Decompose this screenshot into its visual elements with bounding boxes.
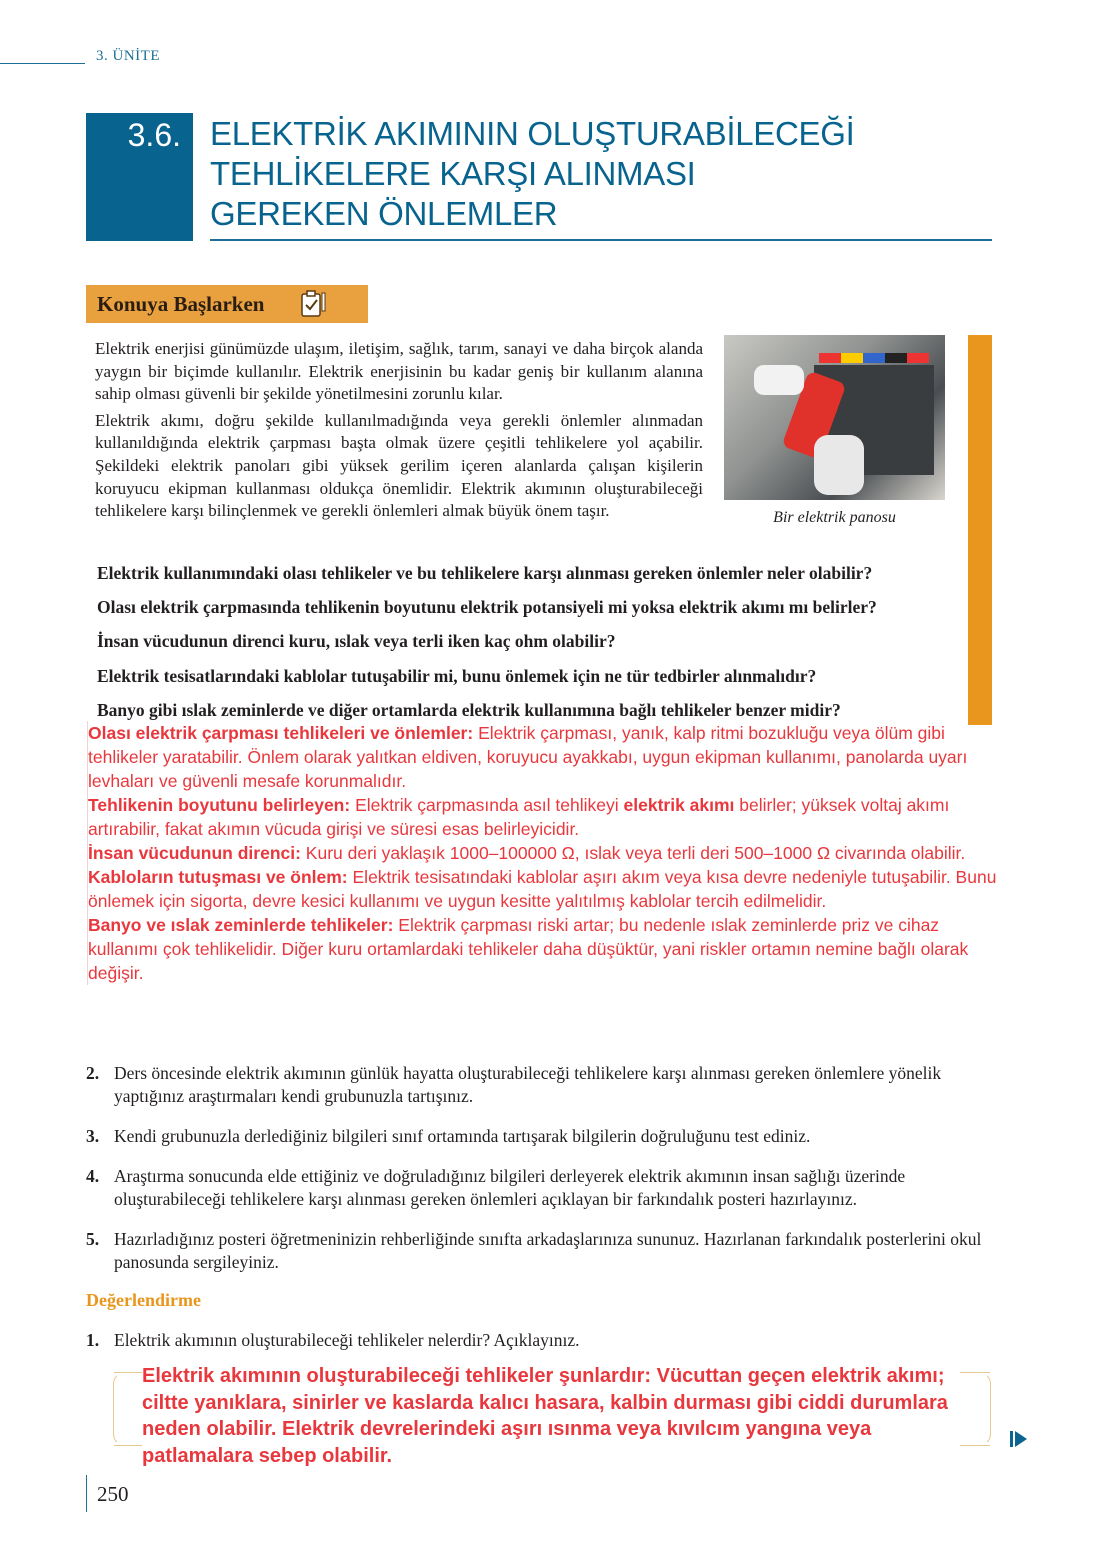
question-number: 1.	[86, 1330, 100, 1350]
answer-text: Elektrik çarpması, yanık, kalp ritmi bozukluğu veya ölüm gibi tehlikeler yaratabilir. Önlem olarak yalıtkan eldiven, koruyucu ayakkabı, uygun ekipman kullanımı, panolarda uyarı levhaları ve güvenli mesafe korunmalıdır.	[88, 723, 968, 791]
section-title	[210, 114, 854, 234]
answers-block	[87, 721, 1007, 985]
evaluation-heading: Değerlendirme	[86, 1290, 201, 1310]
step-number: 2.	[86, 1063, 100, 1083]
page-number: 250	[97, 1482, 129, 1506]
title-line: ELEKTRİK AKIMININ OLUŞTURABİLECEĞİ	[210, 115, 855, 152]
title-line: TEHLİKELERE KARŞI ALINMASI	[210, 155, 696, 192]
intro-heading	[86, 285, 368, 323]
unit-label: 3. ÜNİTE	[96, 48, 160, 64]
question: Olası elektrik çarpmasında tehlikenin boyutunu elektrik potansiyeli mi yoksa elektrik akımı mı belirler?	[97, 597, 877, 617]
answer-item	[88, 865, 1007, 913]
paragraph: Elektrik enerjisi günümüzde ulaşım, iletişim, sağlık, tarım, sanayi ve daha birçok alanda yaygın bir biçimde kullanılır. Elektrik enerjisinin bu kadar geniş bir kullanım alanına sahip olması güvenli bir şekilde yönetilmesini zorunlu kılar.	[95, 339, 703, 404]
step-number: 4.	[86, 1166, 100, 1186]
answer-label: Tehlikenin boyutunu belirleyen:	[88, 795, 351, 815]
intro-text	[95, 338, 703, 527]
answer-item	[88, 913, 1007, 985]
answer-text: Elektrik çarpması riski artar; bu nedenle ıslak zeminlerde priz ve cihaz kullanımı çok tehlikelidir. Diğer kuru ortamlardaki tehlikeler daha düşüktür, yani riskler ortamın nemine bağlı olarak değişir.	[88, 915, 969, 983]
question: Banyo gibi ıslak zeminlerde ve diğer ortamlarda elektrik kullanımına bağlı tehlikeler benzer midir?	[97, 700, 841, 720]
image-caption: Bir elektrik panosu	[773, 509, 896, 526]
question: Elektrik tesisatlarındaki kablolar tutuşabilir mi, bunu önlemek için ne tür tedbirler alınmalıdır?	[97, 666, 817, 686]
accent-bar	[968, 335, 992, 725]
step-number: 3.	[86, 1126, 100, 1146]
step-text: Kendi grubunuzla derlediğiniz bilgileri sınıf ortamında tartışarak bilgilerin doğruluğunu test ediniz.	[114, 1126, 811, 1146]
answer-item	[88, 721, 1007, 793]
paragraph: Elektrik akımı, doğru şekilde kullanılmadığında veya gerekli önlemler alınmadan kullanıldığında elektrik çarpması başta olmak üzere çeşitli tehlikelere yol açabilir. Şekildeki elektrik panoları gibi yüksek gerilim içeren alanlarda çalışan kişilerin koruyucu ekipman kullanması oldukça önemlidir. Elektrik akımının oluşturabileceği tehlikelere karşı bilinçlenmek ve gerekli önlemleri almak büyük önem taşır.	[95, 410, 703, 521]
answer-item	[88, 841, 1007, 865]
evaluation-question	[86, 1330, 580, 1351]
answer-emphasis: elektrik akımı	[623, 795, 735, 815]
title-underline	[210, 239, 992, 241]
title-line: GEREKEN ÖNLEMLER	[210, 195, 558, 232]
clipboard-check-icon	[298, 289, 328, 319]
answer-label: İnsan vücudunun direnci:	[88, 843, 301, 863]
evaluation-answer: Elektrik akımının oluşturabileceği tehlikeler şunlardır: Vücuttan geçen elektrik akımı; ciltte yanıklara, sinirler ve kaslarda kalıcı hasara, kalbin durması gibi ciddi durumlara neden olabilir. Elektrik devrelerindeki aşırı ısınma veya kıvılcım yangına veya patlamalara sebep olabilir.	[142, 1365, 948, 1467]
answer-text: Elektrik tesisatındaki kablolar aşırı akım veya kısa devre nedeniyle tutuşabilir. Bunu önlemek için sigorta, devre kesici kullanımı ve uygun kesitte yalıtılmış kablolar tercih edilmelidir.	[88, 867, 997, 911]
answer-label: Banyo ve ıslak zeminlerde tehlikeler:	[88, 915, 394, 935]
next-arrow-icon[interactable]	[1010, 1431, 1028, 1447]
section-number: 3.6.	[86, 113, 193, 241]
answer-label: Kabloların tutuşması ve önlem:	[88, 867, 348, 887]
intro-heading-text: Konuya Başlarken	[97, 291, 265, 316]
step-text: Hazırladığınız posteri öğretmeninizin rehberliğinde sınıfta arkadaşlarınıza sununuz. Hazırlanan farkındalık posterlerini okul panosunda sergileyiniz.	[114, 1229, 982, 1272]
electric-panel-photo	[724, 335, 945, 500]
header-rule	[0, 63, 85, 64]
step-item	[86, 1228, 996, 1274]
question: İnsan vücudunun direnci kuru, ıslak veya terli iken kaç ohm olabilir?	[97, 631, 616, 651]
step-item	[86, 1125, 996, 1148]
step-item	[86, 1062, 996, 1108]
activity-steps	[86, 1062, 996, 1291]
answer-text: belirler; yüksek voltaj akımı artırabilir, fakat akımın vücuda girişi ve süresi esas belirleyicidir.	[88, 795, 950, 839]
answer-item	[88, 793, 1007, 841]
question: Elektrik kullanımındaki olası tehlikeler ve bu tehlikelere karşı alınması gereken önlemler neler olabilir?	[97, 563, 873, 583]
step-number: 5.	[86, 1229, 100, 1249]
question-text: Elektrik akımının oluşturabileceği tehlikeler nelerdir? Açıklayınız.	[114, 1330, 580, 1350]
answer-label: Olası elektrik çarpması tehlikeleri ve önlemler:	[88, 723, 474, 743]
answer-text: Elektrik çarpmasında asıl tehlikeyi	[350, 795, 624, 815]
step-text: Araştırma sonucunda elde ettiğiniz ve doğruladığınız bilgileri derleyerek elektrik akımının insan sağlığı üzerinde oluşturabileceği tehlikelere karşı alınması gereken önlemleri açıklayan bir farkındalık posteri hazırlayınız.	[114, 1166, 906, 1209]
answer-text: Kuru deri yaklaşık 1000–100000 Ω, ıslak veya terli deri 500–1000 Ω civarında olabilir.	[300, 843, 966, 863]
page-number-rule	[86, 1475, 87, 1512]
step-text: Ders öncesinde elektrik akımının günlük hayatta oluşturabileceği tehlikelere karşı alınması gereken önlemlere yönelik yaptığınız araştırmaları kendi grubunuzla tartışınız.	[114, 1063, 942, 1106]
step-item	[86, 1165, 996, 1211]
